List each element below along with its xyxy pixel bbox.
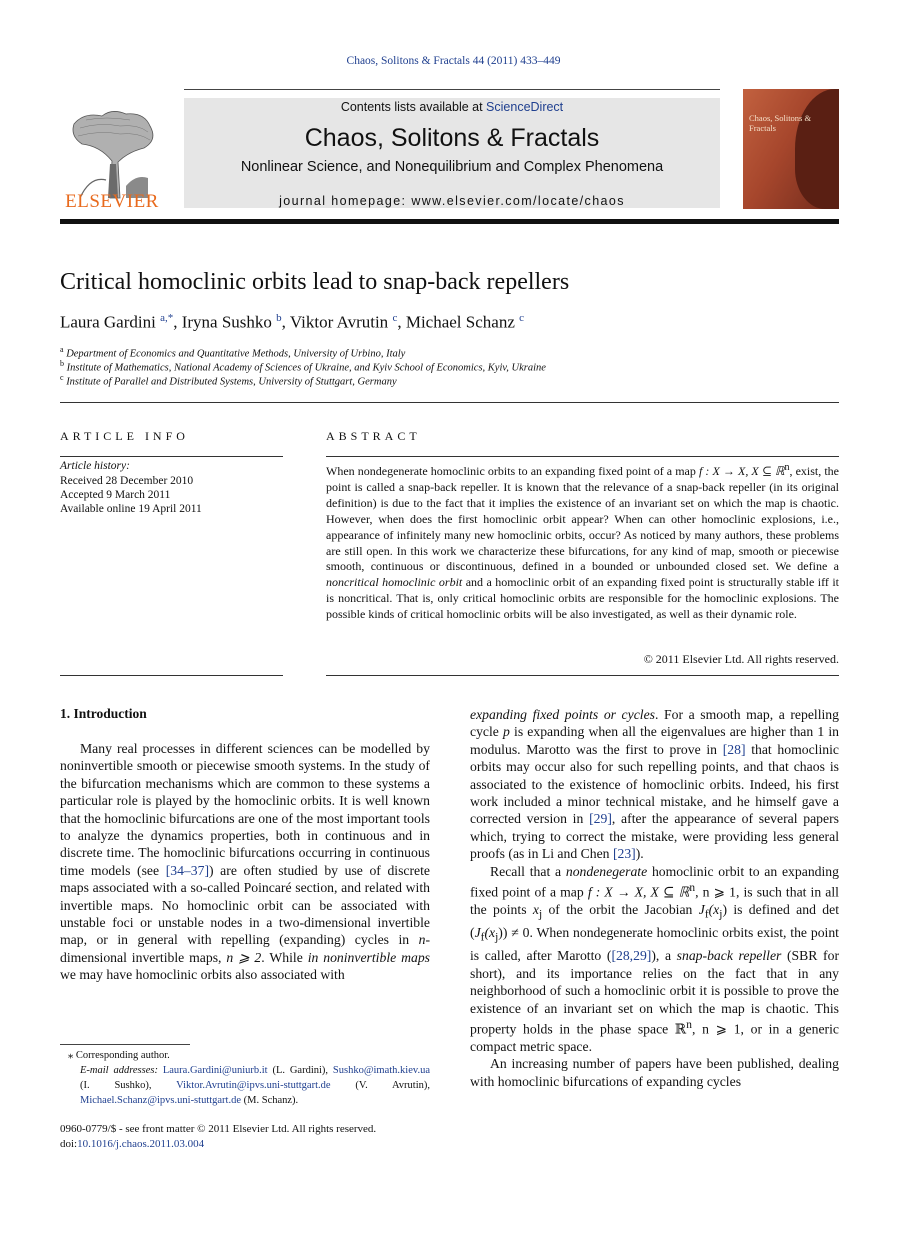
paragraph xyxy=(470,706,839,863)
footnotes xyxy=(60,1048,430,1108)
body-text: , n ⩾ 1, or in a generic compact metric space. xyxy=(470,1021,839,1054)
affiliation-mark: b xyxy=(60,359,64,368)
email-link[interactable]: Laura.Gardini@uniurb.it xyxy=(162,1065,268,1076)
author-name: Iryna Sushko xyxy=(181,312,272,332)
abstract-math-sup: n xyxy=(784,462,790,473)
email-link[interactable]: Michael.Schanz@ipvs.uni-stuttgart.de xyxy=(80,1095,242,1106)
cover-title: Chaos, Solitons & Fractals xyxy=(749,113,812,133)
body-text: . While xyxy=(261,949,308,965)
body-text: Recall that a xyxy=(490,863,566,879)
math-var: p xyxy=(503,724,510,740)
abstract-text xyxy=(326,460,839,623)
email-link[interactable]: Viktor.Avrutin@ipvs.uni-stuttgart.de xyxy=(176,1080,331,1091)
footnote-rule xyxy=(60,1044,190,1045)
reference-link[interactable]: [23] xyxy=(612,846,636,862)
author-marks[interactable]: b xyxy=(276,312,282,324)
body-column-left xyxy=(60,740,430,984)
emphasis-text: expanding fixed points or cycles xyxy=(470,707,655,722)
body-text: , after the appearance of several papers which, trying to correct the mistake, were providing less general proofs (as in Li and Chen xyxy=(470,811,839,862)
math-sub: f xyxy=(704,908,709,921)
affiliation-mark: c xyxy=(60,373,64,382)
email-link[interactable]: Sushko@imath.kiev.ua xyxy=(332,1065,430,1076)
history-label: Article history: xyxy=(60,460,130,472)
body-text: An increasing number of papers have been published, dealing with homoclinic bifurcations of expanding cycles xyxy=(470,1056,839,1089)
body-text: that homoclinic orbits may occur also for such repelling points, and that chaos is associated to the existence of homoclinic orbits. Indeed, his first work included a minor technical mistake, and he himself gave a corrected version in xyxy=(470,741,839,827)
front-matter xyxy=(60,1122,376,1152)
math-sub: j xyxy=(495,931,499,944)
email-label: E-mail addresses: xyxy=(80,1065,163,1076)
math-expr: (x xyxy=(484,925,496,941)
body-text: ). xyxy=(635,846,644,862)
email-owner: (M. Schanz). xyxy=(241,1095,299,1106)
math-sup: n xyxy=(689,882,696,895)
journal-homepage-line xyxy=(184,194,720,208)
corresponding-author-note: ⁎ Corresponding author. xyxy=(68,1050,170,1061)
affiliation xyxy=(60,345,405,360)
abstract-rule xyxy=(326,456,839,457)
header-rule xyxy=(184,89,720,90)
contents-prefix: Contents lists available at xyxy=(340,100,487,114)
email-owner: (V. Avrutin), xyxy=(330,1080,430,1091)
abstract-segment: and a homoclinic orbit of an expanding fixed point is structurally stable iff it is noncritical. That is, only critical homoclinic orbits are responsible for the homoclinic explosions. The possible kinds of critical homoclinic orbits will be also investigated, as well as their dynamic role. xyxy=(326,575,839,622)
math-var: n xyxy=(418,932,426,948)
abstract-emphasis: noncritical homoclinic orbit xyxy=(326,575,463,590)
section-heading-introduction: 1. Introduction xyxy=(60,706,147,721)
author-name: Laura Gardini xyxy=(60,312,156,332)
doi-line xyxy=(60,1137,376,1152)
body-text: ) is defined and det ( xyxy=(470,902,840,941)
math-expr: f : X → X, X ⊆ ℝ xyxy=(587,884,690,900)
affiliation-mark: a xyxy=(60,345,64,354)
body-column-right xyxy=(470,706,839,1090)
abstract-copyright: © 2011 Elsevier Ltd. All rights reserved. xyxy=(643,652,839,666)
sciencedirect-link[interactable]: ScienceDirect xyxy=(486,100,564,114)
contents-available-line xyxy=(184,100,720,114)
abstract-segment: When nondegenerate homoclinic orbits to an expanding fixed point of a map xyxy=(326,464,696,478)
elsevier-wordmark: ELSEVIER xyxy=(65,191,159,212)
abstract-rule-bottom xyxy=(326,675,839,676)
affiliation-text: Institute of Mathematics, National Academy of Sciences of Ukraine, and Kyiv School of Economics, Kyiv, Ukraine xyxy=(66,362,546,374)
abstract-math: f : X → X, X ⊆ ℝ xyxy=(698,464,785,478)
reference-link[interactable]: [28] xyxy=(722,741,746,757)
abstract-heading: ABSTRACT xyxy=(326,429,421,443)
author-marks[interactable]: a,* xyxy=(160,312,174,324)
math-sub: f xyxy=(480,931,485,944)
affiliation-text: Institute of Parallel and Distributed Systems, University of Stuttgart, Germany xyxy=(66,376,397,388)
affiliation xyxy=(60,373,397,388)
journal-header-box xyxy=(184,98,720,208)
article-info-heading: ARTICLE INFO xyxy=(60,429,189,443)
reference-link[interactable]: [28,29] xyxy=(611,948,652,964)
author-list: Laura Gardini $^{a,*}$, Iryna Sushko $^b$, Viktor Avrutin $^c$, Michael Schanz $^c$ xyxy=(60,312,525,332)
author-name: Michael Schanz xyxy=(405,312,515,332)
math-sub: j xyxy=(538,908,543,921)
journal-citation[interactable]: Chaos, Solitons & Fractals 44 (2011) 433–449 xyxy=(346,55,561,67)
math-expr: n ⩾ 2 xyxy=(226,949,262,965)
body-text: -dimensional invertible maps, xyxy=(60,932,430,965)
body-text: (SBR for short), and its importance relies on the fact that in any neighborhood of such a homoclinic orbit it is possible to prove the existence of an invariant set on which the map is chaotic. This property holds in the phase space ℝ xyxy=(470,948,840,1037)
emphasis-text: in noninvertible maps xyxy=(307,949,430,965)
email-addresses xyxy=(60,1063,430,1108)
article-info-rule-bottom xyxy=(60,675,283,676)
math-sub: j xyxy=(719,908,723,921)
paragraph xyxy=(470,1055,839,1090)
header-thick-rule xyxy=(60,219,839,224)
body-text: is expanding when all the eigenvalues are higher than 1 in modulus. Marotto was the first to prove in xyxy=(470,724,839,757)
math-sup: n xyxy=(686,1018,692,1031)
affiliation xyxy=(60,359,546,374)
math-expr: (x xyxy=(708,902,720,918)
body-text: homoclinic orbit to an expanding fixed point of a map xyxy=(470,863,839,900)
article-info-rule xyxy=(60,456,283,457)
history-online: Available online 19 April 2011 xyxy=(60,503,202,515)
issn-line: 0960-0779/$ - see front matter © 2011 Elsevier Ltd. All rights reserved. xyxy=(60,1123,377,1135)
reference-link[interactable]: [34–37] xyxy=(165,862,210,878)
body-text: . For a smooth map, a repelling cycle xyxy=(470,707,839,740)
body-text: of the orbit the Jacobian xyxy=(542,902,699,918)
author-marks[interactable]: c xyxy=(392,312,398,324)
email-owner: (L. Gardini), xyxy=(267,1065,333,1076)
body-text: ), a xyxy=(651,948,677,964)
doi-prefix: doi: xyxy=(60,1138,78,1150)
body-text: Many real processes in different sciences can be modelled by noninvertible smooth or piecewise smooth systems. In the study of the bifurcation mechanisms which are common to these systems a particular role is played by the homoclinic orbits. It is well known that the homoclinic bifurcations are one of the most important tools to analyze the dynamics properties, both in continuous and in discrete time. The homoclinic bifurcations occurring in continuous time models (see xyxy=(60,741,430,878)
paragraph xyxy=(470,863,839,1056)
doi-link[interactable]: 10.1016/j.chaos.2011.03.004 xyxy=(77,1138,205,1150)
journal-subtitle: Nonlinear Science, and Nonequilibrium and Complex Phenomena xyxy=(240,159,664,175)
body-text: , n ⩾ 1, is such that in all the points xyxy=(470,884,839,918)
history-accepted: Accepted 9 March 2011 xyxy=(60,489,171,501)
affiliation-text: Department of Economics and Quantitative Methods, University of Urbino, Italy xyxy=(66,348,406,360)
body-text: ) are often studied by use of discrete maps associated with a so-called Poincaré section, and related with invertible maps. No homoclinic orbit can be associated with unstable foci or unstable nodes in a two-dimensional invertible map, or in general with repelling (expanding) cycles in xyxy=(60,862,430,948)
body-text: we may have homoclinic orbits also associated with xyxy=(60,967,345,983)
body-text: )) ≠ 0. When nondegenerate homoclinic orbits exist, the point is called, after Marotto ( xyxy=(470,925,839,964)
history-received: Received 28 December 2010 xyxy=(60,475,194,487)
reference-link[interactable]: [29] xyxy=(589,811,612,827)
author-name: Viktor Avrutin xyxy=(289,312,389,332)
abstract-segment: , exist, the point is called a snap-back repeller. It is known that the relevance of a snap-back repeller (in its original definition) is due to the fact that it implies the existence of an invariant set on which the map is chaotic. However, when does the first homoclinic orbit appear? When can other homoclinic explosions, i.e., appearance of infinitely many new homoclinic orbits, occur? As noticed by many authors, these problems are still open. In this work we characterize these bifurcations, for any kind of map, smooth or piecewise smooth, continuous or discontinuous, defined in a bounded or unbounded closed set. We define a xyxy=(326,464,840,574)
email-owner: (I. Sushko), xyxy=(80,1080,177,1091)
emphasis-text: nondenegerate xyxy=(565,863,648,879)
cover-shadow xyxy=(795,89,839,209)
homepage-url[interactable]: www.elsevier.com/locate/chaos xyxy=(411,194,625,208)
article-title: Critical homoclinic orbits lead to snap-back repellers xyxy=(60,269,570,295)
math-var: x xyxy=(532,902,539,918)
journal-title: Chaos, Solitons & Fractals xyxy=(304,124,600,152)
section-divider xyxy=(60,402,839,403)
journal-cover-image[interactable] xyxy=(743,89,839,209)
math-var: J xyxy=(698,902,705,918)
emphasis-text: snap-back repeller xyxy=(676,948,782,964)
author-marks[interactable]: c xyxy=(519,312,525,324)
math-var: J xyxy=(474,925,481,941)
homepage-prefix: journal homepage: xyxy=(279,194,412,208)
